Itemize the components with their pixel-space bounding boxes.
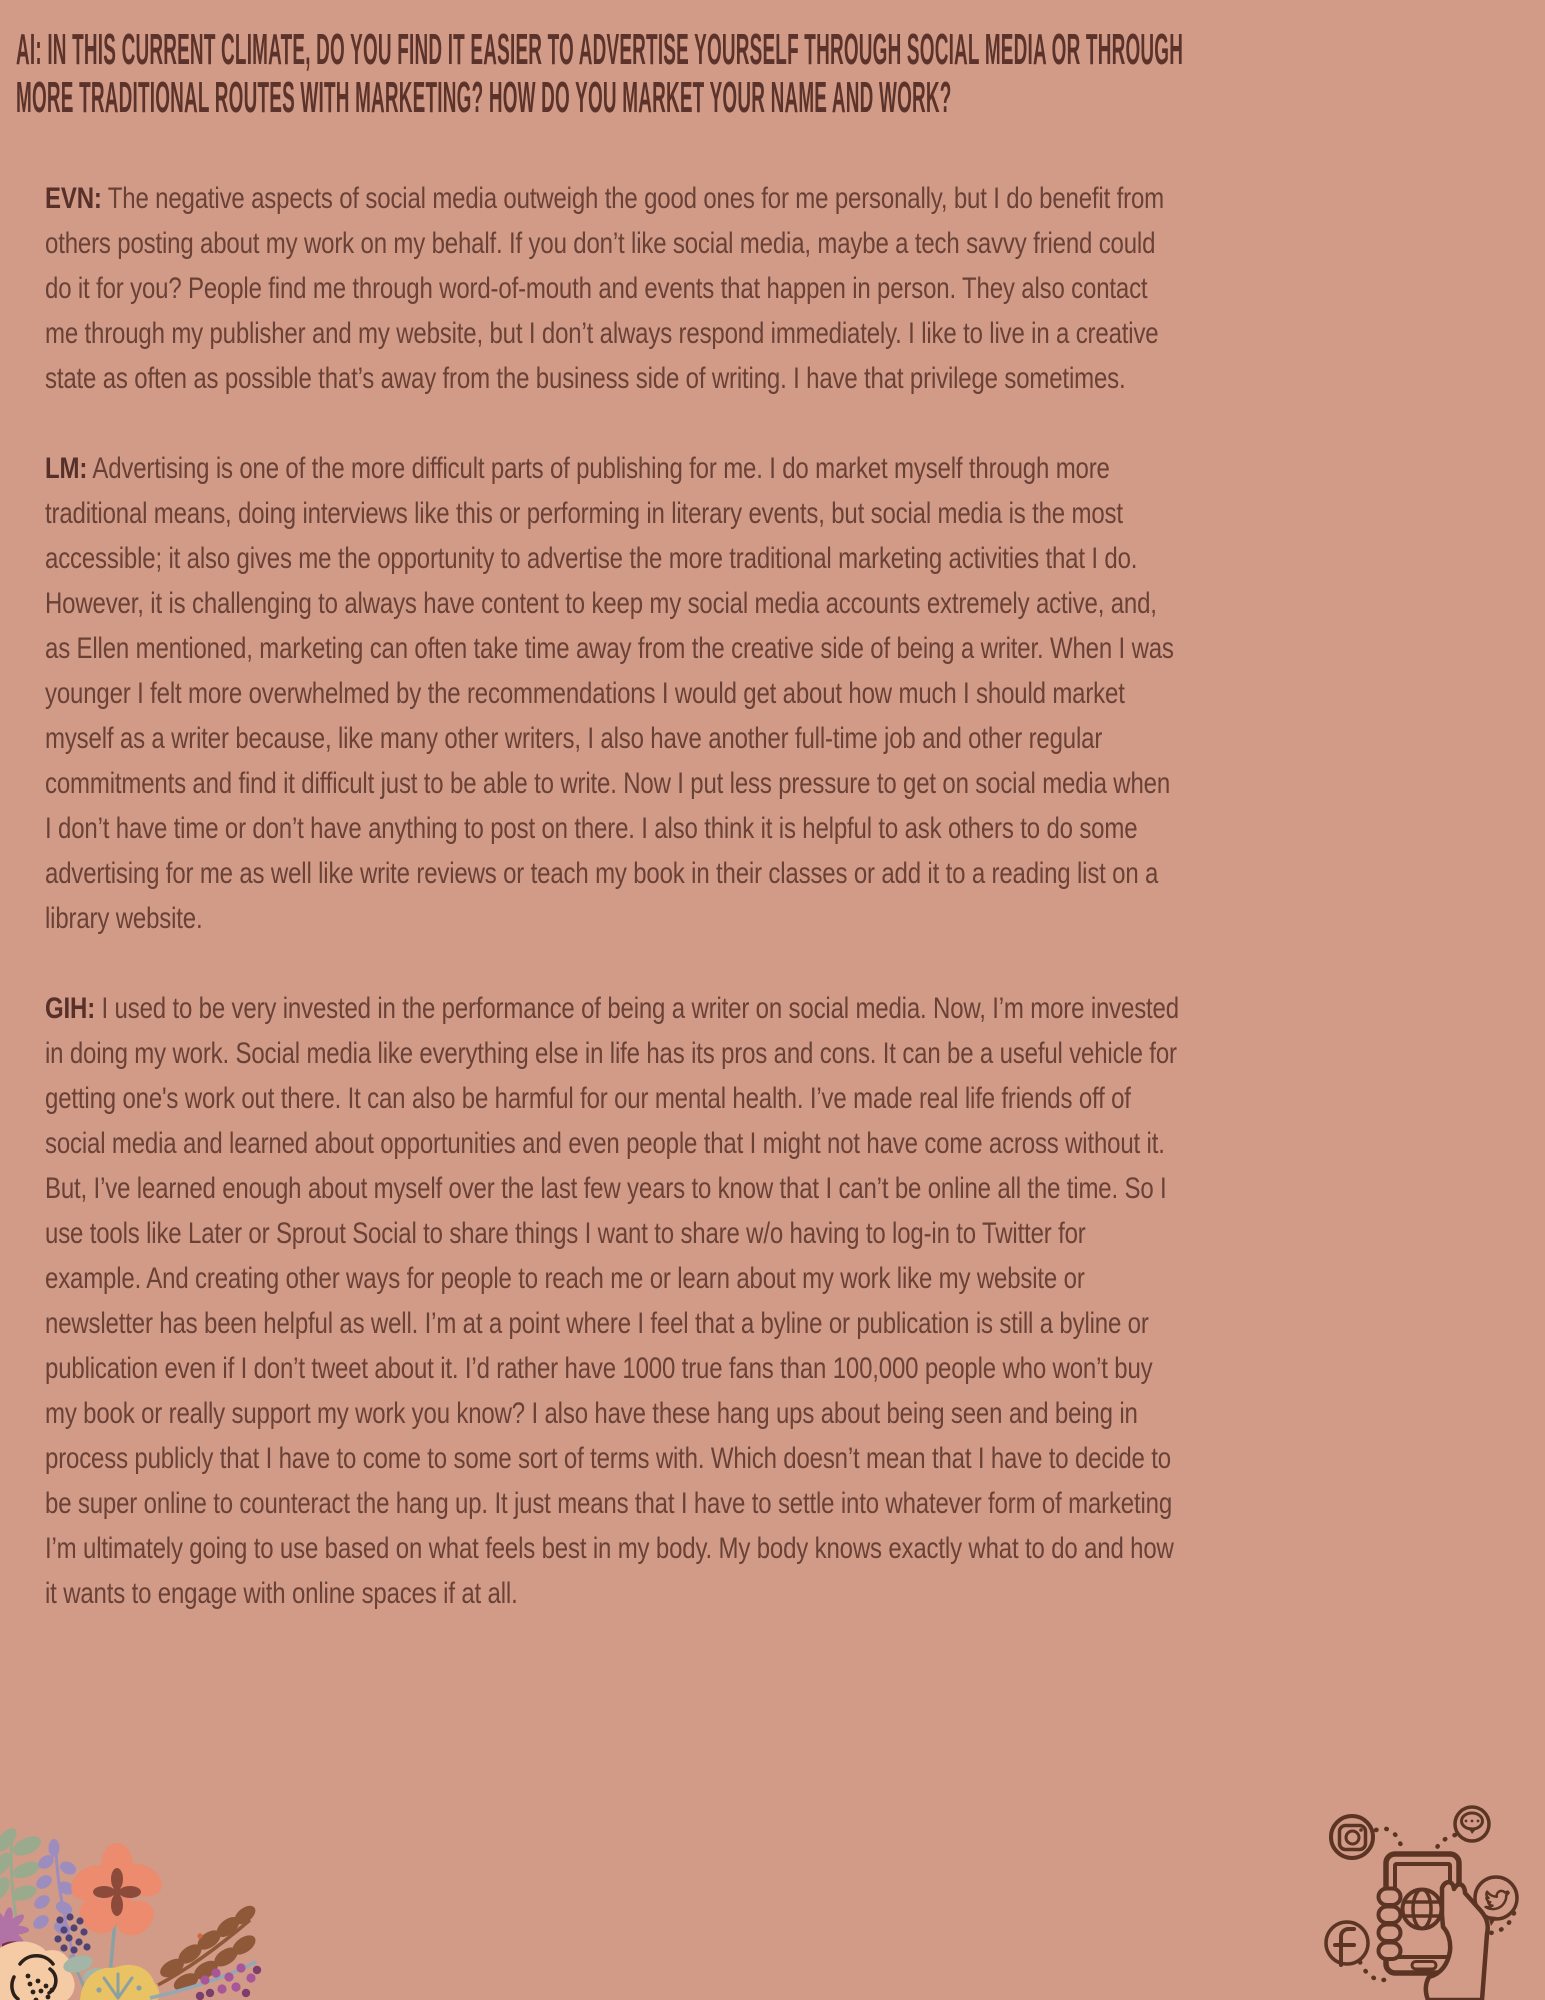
hand-holding-phone-illustration [1290, 1755, 1545, 2000]
hand-palm [1426, 1882, 1488, 2000]
coral-flower [65, 1843, 167, 1975]
speaker-label-lm: LM: [45, 452, 88, 485]
interview-question [16, 26, 1545, 122]
chat-bubble-icon [1455, 1807, 1489, 1841]
speaker-label-evn: EVN: [45, 182, 102, 215]
instagram-icon [1331, 1816, 1373, 1858]
facebook-icon [1326, 1922, 1368, 1965]
globe-icon [1403, 1890, 1442, 1929]
answer-evn [45, 176, 1181, 401]
interview-question-line2: MORE TRADITIONAL ROUTES WITH MARKETING? HOW DO YOU MARKET YOUR NAME AND WORK? [16, 73, 952, 122]
hand-fingers [1379, 1889, 1401, 1960]
answer-text-evn: The negative aspects of social media outweigh the good ones for me personally, but I do benefit from others posting about my work on my behalf. If you don’t like social media, maybe a tech savvy friend could do it for you? People find me through word-of-mouth and events that happen in person. They also contact me through my publisher and my website, but I don’t always respond immediately. I like to live in a creative state as often as possible that’s away from the business side of writing. I have that privilege sometimes. [45, 182, 1164, 395]
floral-bouquet-illustration [0, 1740, 270, 2000]
accent-orange-dot [197, 1933, 202, 1938]
speaker-label-gih: GIH: [45, 992, 96, 1025]
answer-text-lm: Advertising is one of the more difficult parts of publishing for me. I do market myself through more traditional means, doing interviews like this or performing in literary events, but social media is the most accessible; it also gives me the opportunity to advertise the more traditional marketing activities that I do. However, it is challenging to always have content to keep my social media accounts extremely active, and, as Ellen mentioned, marketing can often take time away from the creative side of being a writer. When I was younger I felt more overwhelmed by the recommendations I would get about how much I should market myself as a writer because, like many other writers, I also have another full-time job and other regular commitments and find it difficult just to be able to write. Now I put less pressure to get on social media when I don’t have time or don’t have anything to post on there. I also think it is helpful to ask others to do some advertising for me as well like write reviews or teach my book in their classes or add it to a reading list on a library website. [45, 452, 1174, 935]
phone-home-button [1412, 1962, 1436, 1970]
interview-question-line1: AI: IN THIS CURRENT CLIMATE, DO YOU FIND IT EASIER TO ADVERTISE YOURSELF THROUGH SOCIAL MEDIA OR THROUGH [16, 25, 1184, 74]
interview-answers [45, 176, 1181, 1616]
answer-gih [45, 986, 1181, 1616]
answer-text-gih: I used to be very invested in the performance of being a writer on social media. Now, I’m more invested in doing my work. Social media like everything else in life has its pros and cons. It can be a useful vehicle for getting one's work out there. It can also be harmful for our mental health. I’ve made real life friends off of social media and learned about opportunities and even people that I might not have come across without it. But, I’ve learned enough about myself over the last few years to know that I can’t be online all the time. So I use tools like Later or Sprout Social to share things I want to share w/o having to log-in to Twitter for example. And creating other ways for people to reach me or learn about my work like my website or newsletter has been helpful as well. I’m at a point where I feel that a byline or publication is still a byline or publication even if I don’t tweet about it. I’d rather have 1000 true fans than 100,000 people who won’t buy my book or really support my work you know? I also have these hang ups about being seen and being in process publicly that I have to come to some sort of terms with. Which doesn’t mean that I have to decide to be super online to counteract the hang up. It just means that I have to settle into whatever form of marketing I’m ultimately going to use based on what feels best in my body. My body knows exactly what to do and how it wants to engage with online spaces if at all. [45, 992, 1179, 1610]
answer-lm [45, 446, 1181, 941]
